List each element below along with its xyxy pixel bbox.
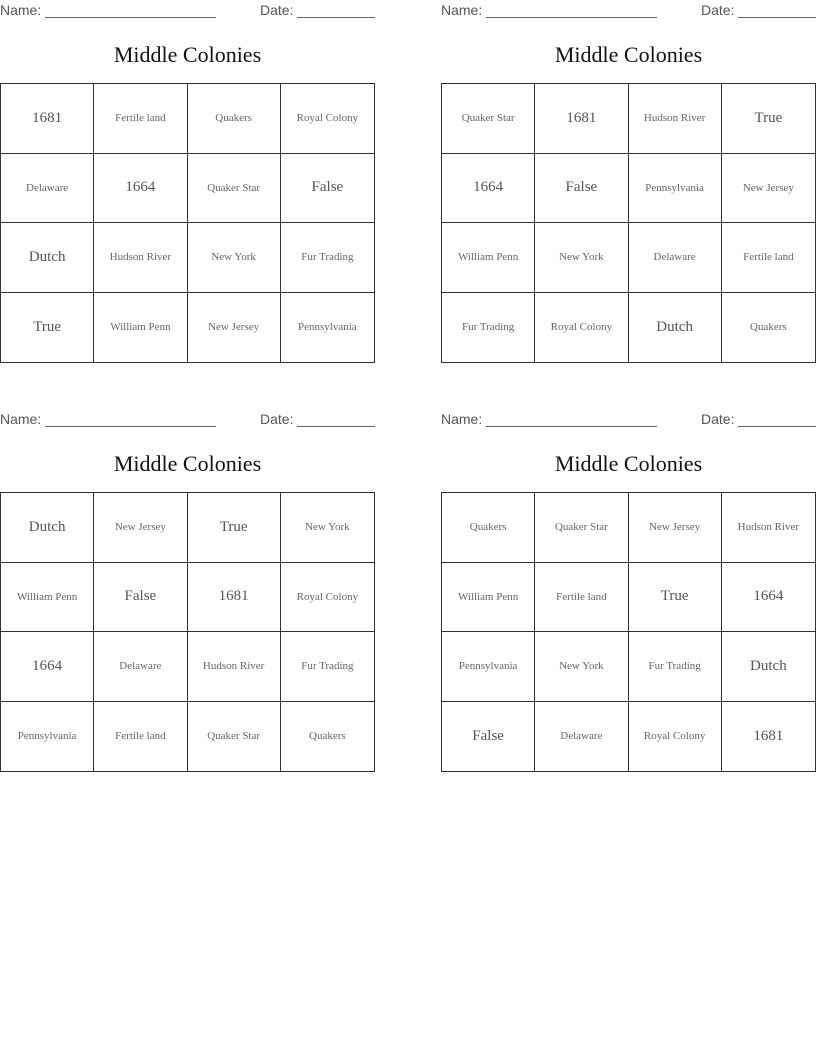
grid-cell: Dutch <box>629 293 722 363</box>
card-title: Middle Colonies <box>113 451 262 476</box>
grid-cell: Royal Colony <box>535 293 628 363</box>
name-label: Name: <box>0 2 42 18</box>
grid-cell: William Penn <box>442 563 535 633</box>
grid-cell: William Penn <box>442 223 535 293</box>
bingo-card-4 <box>441 409 816 774</box>
grid-cell: Pennsylvania <box>442 632 535 702</box>
grid-cell: New Jersey <box>188 293 281 363</box>
grid-cell: 1664 <box>1 632 94 702</box>
grid-cell: Delaware <box>1 154 94 224</box>
date-label: Date: <box>701 2 735 18</box>
grid-cell: New York <box>535 632 628 702</box>
bingo-grid <box>441 492 816 772</box>
card-title: Middle Colonies <box>554 451 703 476</box>
header-fields <box>0 409 375 429</box>
grid-cell: William Penn <box>94 293 187 363</box>
grid-cell: Fertile land <box>94 702 187 772</box>
date-label: Date: <box>260 2 294 18</box>
grid-cell: Quaker Star <box>188 154 281 224</box>
grid-cell: Fur Trading <box>281 632 374 702</box>
bingo-grid <box>0 83 375 363</box>
grid-cell: New Jersey <box>722 154 815 224</box>
bingo-card-1 <box>0 0 375 365</box>
grid-cell: Quaker Star <box>188 702 281 772</box>
name-field-line[interactable] <box>486 426 657 427</box>
grid-cell: Dutch <box>1 493 94 563</box>
date-field-line[interactable] <box>297 17 375 18</box>
grid-cell: 1681 <box>535 84 628 154</box>
grid-cell: Quakers <box>750 321 787 334</box>
grid-cell: New Jersey <box>629 493 722 563</box>
bingo-grid <box>441 83 816 363</box>
grid-cell: Hudson River <box>94 223 187 293</box>
grid-cell: Hudson River <box>629 84 722 154</box>
grid-cell: Fertile land <box>722 223 815 293</box>
grid-cell: 1664 <box>442 154 535 224</box>
grid-cell: True <box>1 293 94 363</box>
grid-cell: Dutch <box>1 223 94 293</box>
grid-cell: Royal Colony <box>281 84 374 154</box>
grid-cell: New Jersey <box>94 493 187 563</box>
header-fields <box>0 0 375 20</box>
grid-cell: False <box>94 563 187 633</box>
grid-cell: New York <box>188 223 281 293</box>
grid-cell: Pennsylvania <box>1 702 94 772</box>
grid-cell: Fur Trading <box>442 293 535 363</box>
grid-cell: True <box>722 84 815 154</box>
bingo-grid <box>0 492 375 772</box>
grid-cell: New York <box>535 223 628 293</box>
date-field-line[interactable] <box>738 17 816 18</box>
grid-cell: Quaker Star <box>535 493 628 563</box>
card-title: Middle Colonies <box>554 42 703 67</box>
grid-cell: Royal Colony <box>629 702 722 772</box>
name-label: Name: <box>0 411 42 427</box>
grid-cell: False <box>442 702 535 772</box>
grid-cell: 1681 <box>1 84 94 154</box>
grid-cell: Fertile land <box>94 84 187 154</box>
grid-cell: 1664 <box>94 154 187 224</box>
grid-cell: Hudson River <box>188 632 281 702</box>
grid-cell: True <box>629 563 722 633</box>
grid-cell: Pennsylvania <box>298 321 357 334</box>
grid-cell: Delaware <box>94 632 187 702</box>
name-field-line[interactable] <box>486 17 657 18</box>
grid-cell: Dutch <box>722 632 815 702</box>
name-field-line[interactable] <box>45 426 216 427</box>
grid-cell: Quaker Star <box>442 84 535 154</box>
header-fields <box>441 409 816 429</box>
grid-cell: 1681 <box>188 563 281 633</box>
grid-cell: Quakers <box>442 493 535 563</box>
grid-cell: Pennsylvania <box>629 154 722 224</box>
name-label: Name: <box>441 2 483 18</box>
grid-cell: Quakers <box>188 84 281 154</box>
header-fields <box>441 0 816 20</box>
grid-cell: Quakers <box>309 730 346 743</box>
grid-cell: Fur Trading <box>629 632 722 702</box>
name-field-line[interactable] <box>45 17 216 18</box>
grid-cell: Delaware <box>535 702 628 772</box>
date-label: Date: <box>260 411 294 427</box>
grid-cell: New York <box>281 493 374 563</box>
grid-cell: Fur Trading <box>281 223 374 293</box>
grid-cell: Fertile land <box>535 563 628 633</box>
bingo-card-2 <box>441 0 816 365</box>
grid-cell: 1664 <box>722 563 815 633</box>
grid-cell: Delaware <box>629 223 722 293</box>
grid-cell: Hudson River <box>722 493 815 563</box>
date-field-line[interactable] <box>738 426 816 427</box>
name-label: Name: <box>441 411 483 427</box>
grid-cell: False <box>281 154 374 224</box>
grid-cell: William Penn <box>1 563 94 633</box>
grid-cell: True <box>188 493 281 563</box>
grid-cell: False <box>535 154 628 224</box>
grid-cell: Royal Colony <box>281 563 374 633</box>
card-title: Middle Colonies <box>113 42 262 67</box>
bingo-card-3 <box>0 409 375 774</box>
date-label: Date: <box>701 411 735 427</box>
date-field-line[interactable] <box>297 426 375 427</box>
grid-cell: 1681 <box>753 727 784 744</box>
